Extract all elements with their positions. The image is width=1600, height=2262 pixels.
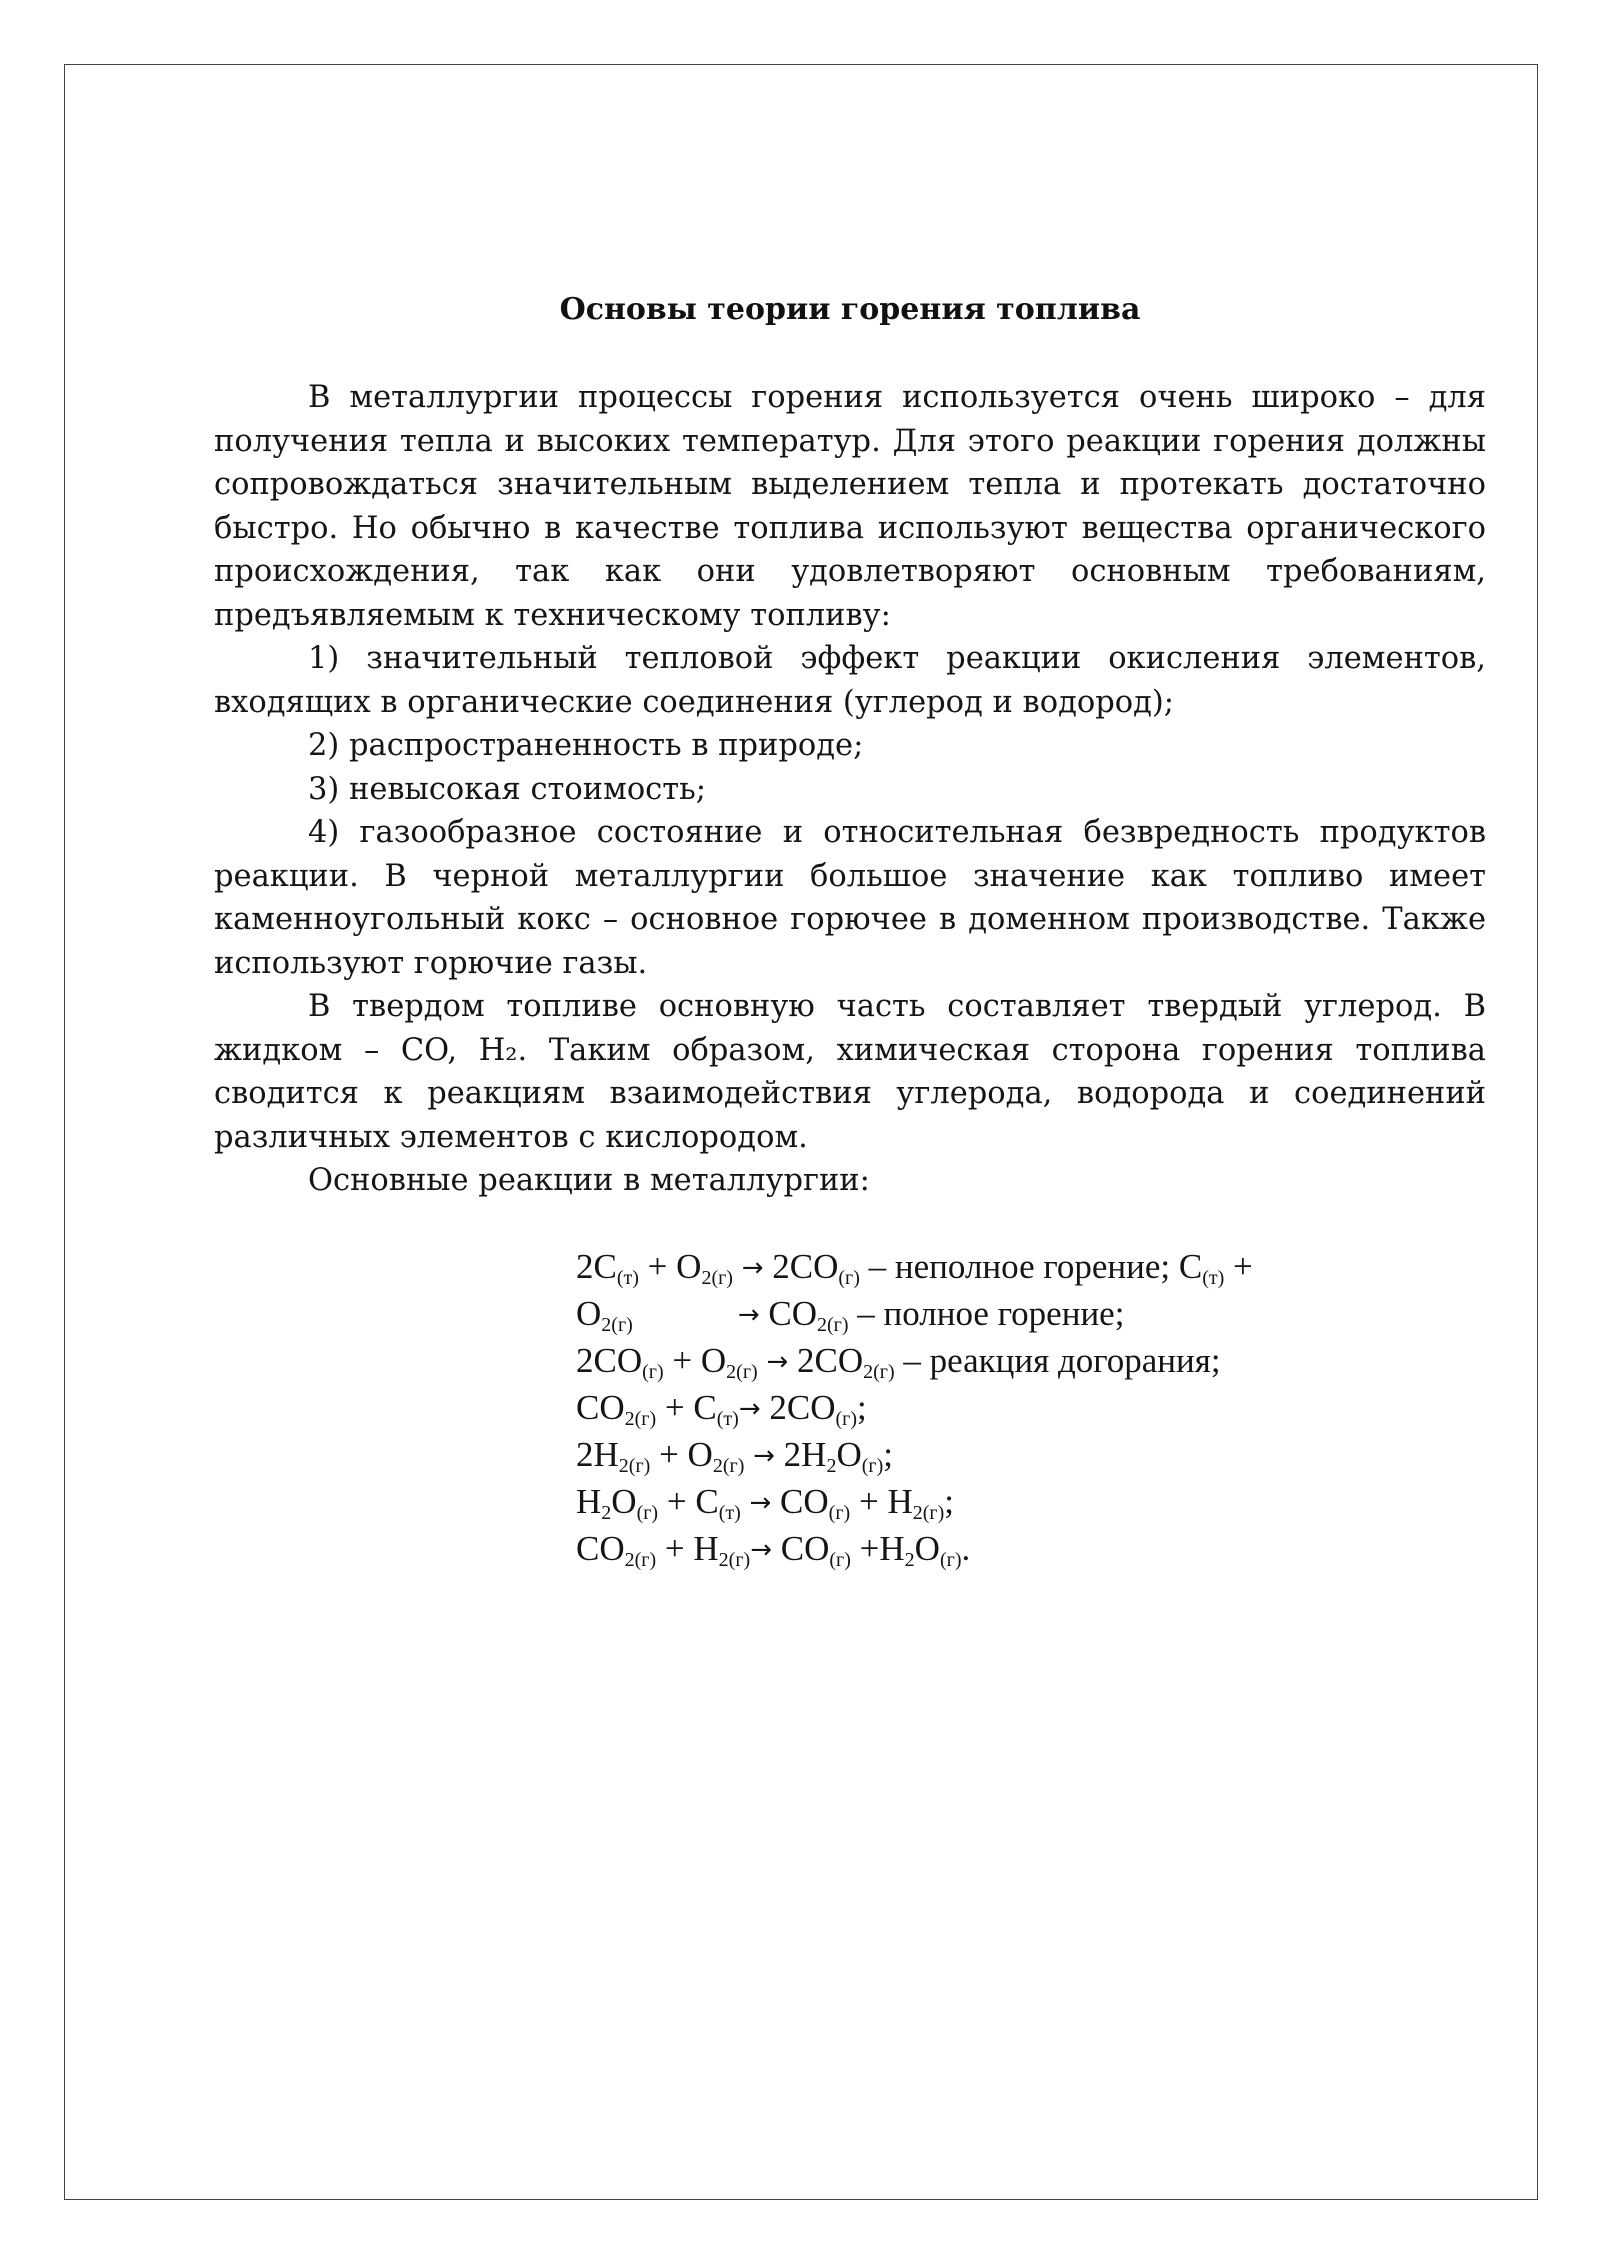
equation-line-7: $CO_{2(г)} + H_{2(г)}\to CO_{(г)} +H_2O_{(г)}$. [576, 1529, 971, 1571]
reaction-equations [576, 1244, 1336, 1573]
equation-note-afterburning: – реакция догорания; [903, 1341, 1221, 1380]
paragraph-reactions-heading: Основные реакции в металлургии: [308, 1163, 870, 1198]
list-item-1: 1) значительный тепловой эффект реакции окисления элементов, входящих в органические соединения (углерод и водород); [214, 641, 1486, 720]
equation-line-2: $O_{2(г)}$ → $CO_{2(г)}$ – полное горение; [576, 1294, 1125, 1336]
paragraph-solid-fuel: В твердом топливе основную часть составляет твердый углерод. В жидком – CO, H₂. Таким образом, химическая сторона горения топлива сводится к реакциям взаимодействия углерода, водорода и соединений различных элементов с кислородом. [214, 989, 1486, 1155]
equation-line-6: $H_2O_{(г)} + C_{(т)} \to CO_{(г)} + H_{2(г)}$; [576, 1482, 954, 1524]
list-item-2: 2) распространенность в природе; [308, 728, 864, 763]
equation-line-5: $2H_{2(г)} + O_{2(г)} \to 2H_2O_{(г)}$; [576, 1435, 893, 1477]
equation-line-4: $CO_{2(г)} + C_{(т)}\to 2CO_{(г)}$; [576, 1388, 867, 1430]
list-item-4: 4) газообразное состояние и относительная безвредность продуктов реакции. В черной металлургии большое значение как топливо имеет каменноугольный кокс – основное горючее в доменном производстве. Также используют горючие газы. [214, 815, 1486, 981]
document-title: Основы теории горения топлива [559, 292, 1141, 327]
equation-line-1: $2C_{(т)} + O_{2(г)} \to 2CO_{(г)}$ – неполное горение; $C_{(т)}$ + [576, 1247, 1253, 1289]
equation-line-3: $2CO_{(г)} + O_{2(г)} \to 2CO_{2(г)}$ – реакция догорания; [576, 1341, 1221, 1383]
equation-note-incomplete-combustion: – неполное горение; [868, 1247, 1171, 1286]
document-body [214, 376, 1486, 1203]
paragraph-intro: В металлургии процессы горения используется очень широко – для получения тепла и высоких температур. Для этого реакции горения должны сопровождаться значительным выделением тепла и протекать достаточно быстро. Но обычно в качестве топлива используют вещества органического происхождения, так как они удовлетворяют основным требованиям, предъявляемым к техническому топливу: [214, 380, 1486, 633]
equation-note-complete-combustion: – полное горение; [857, 1294, 1125, 1333]
list-item-3: 3) невысокая стоимость; [308, 771, 707, 807]
